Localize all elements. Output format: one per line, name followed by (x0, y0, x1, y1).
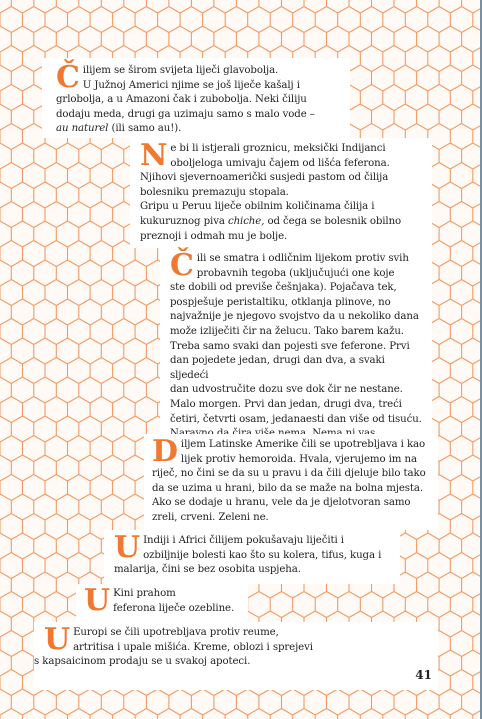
italic-phrase: au naturel (56, 123, 109, 135)
paragraph-india-africa (104, 530, 400, 584)
text-fragment: kukuruznog piva (140, 215, 228, 227)
drop-cap: U (84, 583, 111, 618)
italic-phrase: chiche, (227, 215, 265, 227)
text-line (140, 215, 426, 230)
drop-cap: U (44, 622, 71, 657)
paragraph-digestion (160, 248, 432, 434)
text-line: bolesniku premazuju stopala. (140, 186, 289, 198)
drop-cap: U (114, 530, 141, 565)
text-line: ozbiljnije bolesti kao što su kolera, tifus, kuga i (143, 549, 382, 561)
text-line: može izliječiti čir na želucu. Tako barem kažu. (170, 325, 404, 337)
text-line: Indiji i Africi čilijem pokušavaju liječiti i (143, 535, 344, 546)
paragraph-hemorrhoids (144, 434, 438, 530)
paragraph-headaches (42, 58, 350, 138)
text-line: riječ, no čini se da su u pravu i da čili djeluje bilo tako (152, 468, 426, 480)
drop-cap: N (140, 138, 168, 173)
text-line: dodaju meda, drugi ga uzimaju samo s malo vode – (56, 108, 315, 120)
text-line: Malo morgen. Prvi dan jedan, drugi dva, treći (170, 398, 402, 410)
text-line: U Južnoj Americi njime se još liječe kašalj i (82, 79, 300, 91)
text-line: Njihovi sjevernoamerički susjedi pastom od čilija (140, 172, 389, 184)
drop-cap: Č (170, 248, 194, 283)
text-line: Kini prahom (113, 588, 176, 599)
drop-cap: D (152, 434, 178, 469)
text-line: Treba samo svaki dan pojesti sve feferone. Prvi (170, 340, 410, 352)
text-line: da se uzima u hrani, bilo da se maže na bolna mjesta. (152, 482, 424, 494)
text-line: ilijem se širom svijeta liječi glavobolja. (82, 65, 279, 76)
text-line: najvažnije je njegovo svojstvo da u nekoliko dana (170, 311, 419, 323)
text-line: dan udvostručite dozu sve dok čir ne nestane. (170, 384, 403, 396)
text-line: Gripu u Peruu liječe obilnim količinama čilija i (140, 201, 375, 213)
paragraph-china (76, 584, 248, 622)
drop-cap: Č (56, 60, 80, 95)
page-number: 41 (415, 668, 432, 682)
text-line: preznoji i odmah mu je bolje. (140, 230, 288, 242)
text-line: dan pojedete jedan, drugi dan dva, a svaki sljedeći (170, 355, 385, 381)
text-line: lijek protiv hemoroida. Hvala, vjerujemo im na (180, 453, 417, 465)
text-line: zreli, crveni. Zeleni ne. (152, 511, 269, 523)
text-line: ste dobili od previše češnjaka). Pojačava tek, (170, 282, 397, 294)
text-line: Europi se čili upotrebljava protiv reume, (73, 627, 279, 638)
text-line: iljem Latinske Amerike čili se upotrebljava i kao (180, 439, 426, 450)
text-line: pospješuje peristaltiku, otklanja plinove, no (170, 296, 391, 308)
text-line (56, 122, 342, 137)
text-line: ili se smatra i odličnim lijekom protiv svih (196, 253, 409, 264)
text-line: feferona liječe ozebline. (113, 602, 235, 614)
text-fragment: od čega se bolesnik obilno (264, 215, 402, 227)
text-line: četiri, četvrti osam, jedanaesti dan više od tisuću. (170, 413, 422, 425)
text-fragment: (ili samo au!). (108, 123, 182, 135)
paragraph-europe (34, 622, 438, 690)
text-line: artritisa i upale mišića. Kreme, oblozi i sprejevi (73, 641, 313, 653)
text-line: oboljeloga umivaju čajem od lišća feferona. (170, 157, 390, 169)
text-line: grlobolja, a u Amazoni čak i zubobolja. Neki čiliju (56, 94, 307, 106)
text-line: s kapsaicinom prodaju se u svakoj apoteci. (34, 656, 251, 668)
paragraph-fever (130, 138, 432, 248)
text-line: probavnih tegoba (uključujući one koje (196, 267, 395, 279)
text-line: e bi li istjerali groznicu, meksički Indijanci (170, 143, 386, 154)
text-line: Ako se dodaje u hranu, vele da je djelotvoran samo (152, 497, 411, 509)
text-line: malarija, čini se bez osobita uspjeha. (114, 564, 301, 576)
